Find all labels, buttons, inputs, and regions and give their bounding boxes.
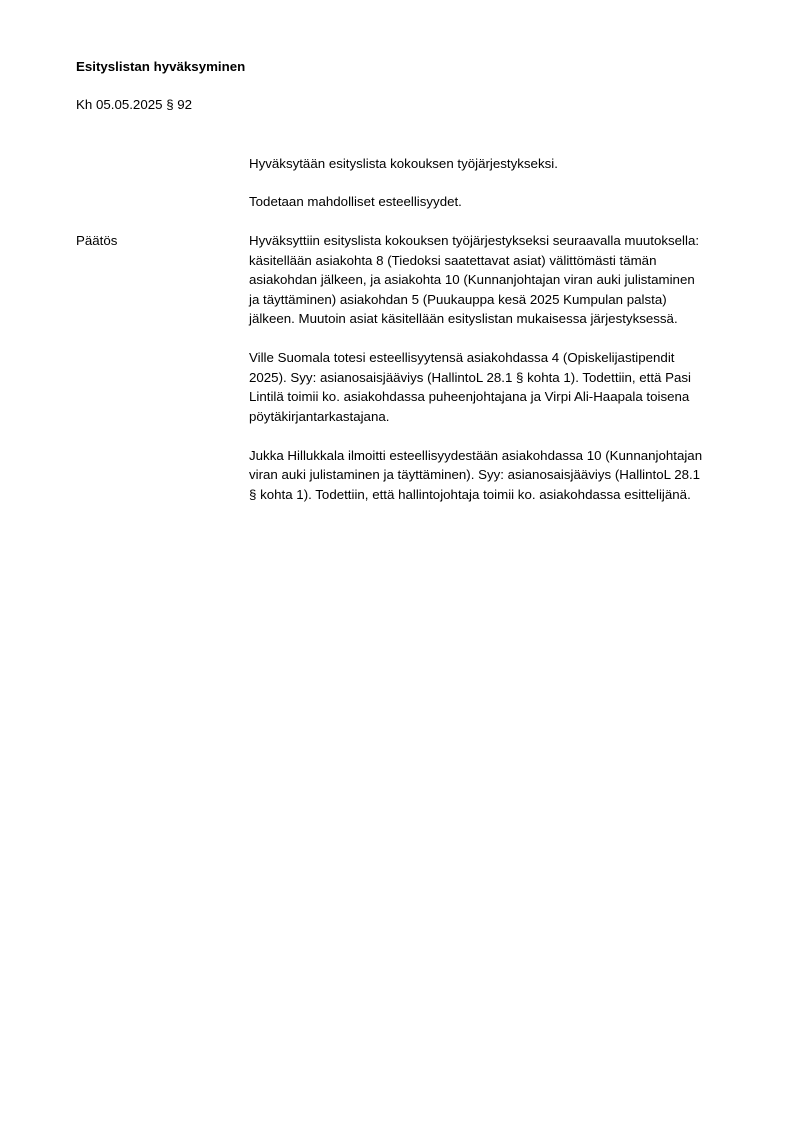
text-line: pöytäkirjantarkastajana.: [249, 408, 390, 424]
decision-paragraph: [249, 348, 749, 426]
text-line: Hyväksyttiin esityslista kokouksen työjärjestykseksi seuraavalla muutoksella:: [249, 233, 700, 248]
decision-paragraph: [249, 446, 749, 505]
decision-section: [249, 231, 749, 504]
text-line: jälkeen. Muutoin asiat käsitellään esityslistan mukaisessa järjestyksessä.: [249, 311, 678, 326]
text-line: viran auki julistaminen ja täyttäminen). Syy: asianosaisjääviys (HallintoL 28.1: [249, 467, 701, 482]
proposal-text: Todetaan mahdolliset esteellisyydet.: [249, 194, 462, 209]
text-line: Ville Suomala totesi esteellisyytensä asiakohdassa 4 (Opiskelijastipendit: [249, 350, 675, 365]
text-line: 2025). Syy: asianosaisjääviys (HallintoL 28.1 § kohta 1). Todettiin, että Pasi: [249, 369, 691, 385]
text-line: asiakohdan jälkeen, ja asiakohta 10 (Kunnanjohtajan viran auki julistaminen: [249, 272, 695, 287]
decision-paragraph: [249, 231, 749, 329]
text-line: käsitellään asiakohta 8 (Tiedoksi saatettavat asiat) välittömästi tämän: [249, 252, 657, 268]
proposal-paragraph: [249, 154, 749, 174]
text-line: Lintilä toimii ko. asiakohdassa puheenjohtajana ja Virpi Ali-Haapala toisena: [249, 389, 690, 404]
text-line: § kohta 1). Todettiin, että hallintojohtaja toimii ko. asiakohdassa esittelijänä.: [249, 486, 691, 502]
text-line: Jukka Hillukkala ilmoitti esteellisyydestään asiakohdassa 10 (Kunnanjohtajan: [249, 447, 703, 463]
proposal-text: Hyväksytään esityslista kokouksen työjärjestykseksi.: [249, 156, 558, 171]
meeting-reference: Kh 05.05.2025 § 92: [76, 97, 193, 112]
proposal-paragraph: [249, 192, 749, 212]
decision-label: Päätös: [76, 233, 118, 248]
document-title: Esityslistan hyväksyminen: [76, 59, 246, 74]
text-line: ja täyttäminen) asiakohdan 5 (Puukauppa kesä 2025 Kumpulan palsta): [249, 291, 667, 307]
